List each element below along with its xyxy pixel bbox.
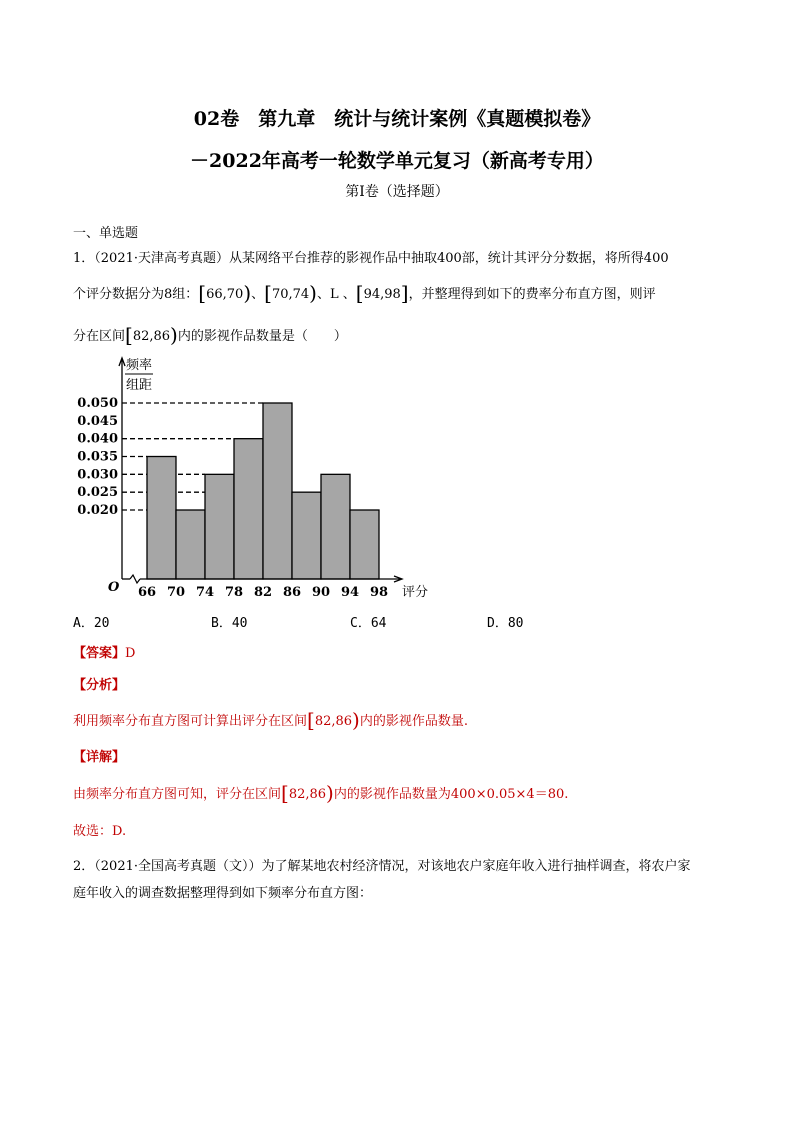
y-tick-label: 0.045 <box>77 413 118 429</box>
separator-2: 、L 、 <box>316 287 356 302</box>
histogram-bar <box>234 439 263 579</box>
answer-tag: 【答案】 <box>73 646 126 661</box>
analysis-text: 利用频率分布直方图可计算出评分在区间[82,86)内的影视作品数量. <box>73 708 468 732</box>
histogram-bar <box>292 492 321 579</box>
q1-line2: 个评分数据分为8组：[66,70)、[70,74)、L 、[94,98]，并整理得到如下的费率分布直方图，则评 <box>73 281 656 305</box>
histogram-bar <box>263 403 292 579</box>
x-tick-label: 82 <box>253 585 273 600</box>
y-tick-label: 0.035 <box>77 449 118 465</box>
analysis-post: 内的影视作品数量. <box>359 714 468 729</box>
histogram-bar <box>205 474 234 579</box>
option-c: C．64 <box>350 616 387 631</box>
answer-line <box>73 642 135 661</box>
detail-pre: 由频率分布直方图可知，评分在区间 <box>73 787 282 802</box>
option-b: B．40 <box>211 616 248 631</box>
x-tick-label: 74 <box>195 585 215 600</box>
y-tick-label: 0.050 <box>77 396 118 411</box>
x-tick-label: 66 <box>137 585 157 600</box>
q2-line1: 2．（2021·全国高考真题（文））为了解某地农村经济情况，对该地农户家庭年收入进行抽样调查，将农户家 <box>73 859 691 874</box>
separator-1: 、 <box>251 287 265 302</box>
x-axis-break <box>130 575 140 583</box>
x-tick-label: 70 <box>166 585 186 600</box>
interval-1: 66,70 <box>206 287 244 302</box>
y-tick-label: 0.025 <box>77 485 118 501</box>
detail-formula: 400×0.05×4＝80 <box>450 787 565 802</box>
histogram-bar <box>321 474 350 579</box>
y-tick-label: 0.020 <box>77 503 118 518</box>
q1-line2-pre: 个评分数据分为8组： <box>73 287 199 302</box>
x-tick-label: 86 <box>282 585 302 600</box>
option-d: D．80 <box>487 616 524 631</box>
histogram-bar <box>176 510 205 579</box>
section-heading: 一、单选题 <box>73 226 139 241</box>
x-tick-label: 94 <box>340 585 360 600</box>
analysis-tag: 【分析】 <box>73 678 126 693</box>
y-axis-label-top: 频率 <box>126 358 153 373</box>
interval-4: 82,86 <box>132 329 171 344</box>
analysis-pre: 利用频率分布直方图可计算出评分在区间 <box>73 714 308 729</box>
volume-label: 第I卷（选择题） <box>345 184 449 200</box>
answer-value: D <box>125 646 136 661</box>
y-tick-label: 0.040 <box>77 431 118 447</box>
histogram-bar <box>350 510 379 579</box>
origin-label: O <box>108 580 120 595</box>
detail-interval: 82,86 <box>288 787 327 802</box>
detail-text: 由频率分布直方图可知，评分在区间[82,86)内的影视作品数量为400×0.05×4＝80. <box>73 781 569 805</box>
interval-2: 70,74 <box>271 287 310 302</box>
detail-end: . <box>564 787 569 802</box>
detail-mid: 内的影视作品数量为 <box>333 787 451 802</box>
y-tick-label: 0.030 <box>77 467 118 483</box>
detail-tag: 【详解】 <box>73 750 126 765</box>
histogram-bar <box>147 457 176 580</box>
choice-text: 故选：D. <box>73 824 127 839</box>
y-axis-label-bottom: 组距 <box>126 378 153 393</box>
histogram-chart <box>77 352 430 604</box>
x-tick-label: 78 <box>224 585 244 600</box>
page-title: 02卷 第九章 统计与统计案例《真题模拟卷》 <box>193 108 601 130</box>
q2-line2: 庭年收入的调查数据整理得到如下频率分布直方图： <box>73 886 373 901</box>
q1-line3: 分在区间[82,86)内的影视作品数量是（ ） <box>73 323 347 347</box>
q1-line3-pre: 分在区间 <box>73 329 126 344</box>
option-a: A．20 <box>73 616 110 631</box>
x-tick-label: 98 <box>369 585 389 600</box>
x-tick-label: 90 <box>311 585 331 600</box>
interval-3: 94,98 <box>363 287 401 302</box>
q1-line1: 1．（2021·天津高考真题）从某网络平台推荐的影视作品中抽取400部，统计其评分分数据，将所得400 <box>73 251 669 266</box>
q1-line2-post: ，并整理得到如下的费率分布直方图，则评 <box>408 287 656 302</box>
q1-line3-post: 内的影视作品数量是（ ） <box>177 329 347 344</box>
x-axis-label: 评分 <box>402 585 429 600</box>
analysis-interval: 82,86 <box>314 714 353 729</box>
page-subtitle: －2022年高考一轮数学单元复习（新高考专用） <box>190 150 604 172</box>
